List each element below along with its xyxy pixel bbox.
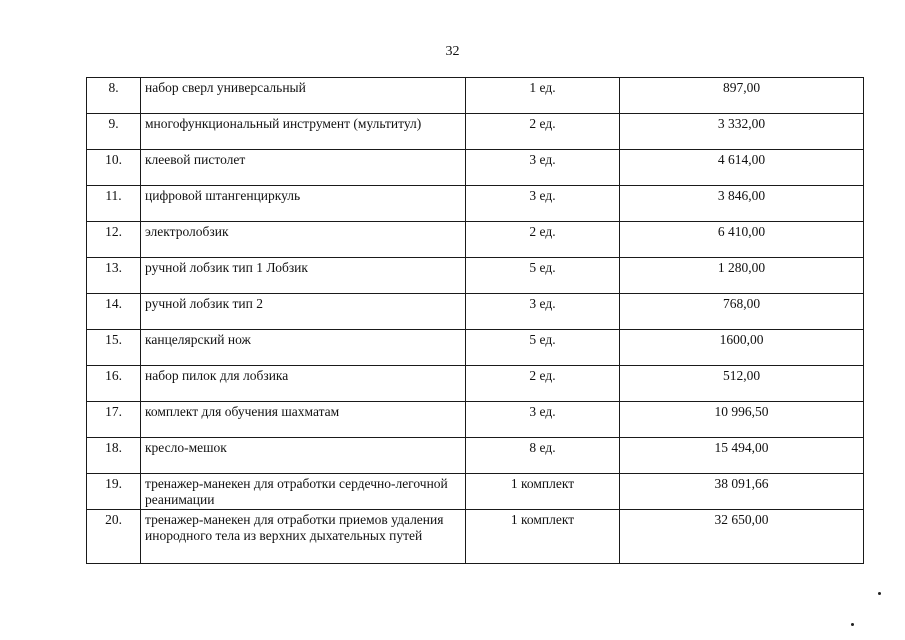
item-price: 15 494,00 [620,438,864,474]
item-quantity: 5 ед. [466,330,620,366]
item-name: многофункциональный инструмент (мультитул) [141,114,466,150]
scan-speck [878,592,881,595]
item-name: набор пилок для лобзика [141,366,466,402]
table-row [87,366,864,402]
item-quantity: 2 ед. [466,114,620,150]
row-number: 18. [87,438,141,474]
item-quantity: 2 ед. [466,366,620,402]
row-number: 16. [87,366,141,402]
item-price: 1600,00 [620,330,864,366]
table-row [87,402,864,438]
item-quantity: 3 ед. [466,402,620,438]
item-price: 3 846,00 [620,186,864,222]
item-price: 10 996,50 [620,402,864,438]
table-row [87,474,864,510]
page-number: 32 [445,44,460,59]
item-name: электролобзик [141,222,466,258]
item-quantity: 5 ед. [466,258,620,294]
item-quantity: 3 ед. [466,186,620,222]
scan-speck [851,623,854,626]
row-number: 13. [87,258,141,294]
item-quantity: 1 ед. [466,78,620,114]
item-price: 32 650,00 [620,510,864,564]
table-row [87,114,864,150]
item-quantity: 1 комплект [466,510,620,564]
item-quantity: 2 ед. [466,222,620,258]
item-price: 512,00 [620,366,864,402]
row-number: 8. [87,78,141,114]
table-row [87,222,864,258]
row-number: 20. [87,510,141,564]
item-price: 4 614,00 [620,150,864,186]
row-number: 11. [87,186,141,222]
row-number: 10. [87,150,141,186]
row-number: 17. [87,402,141,438]
table-row [87,330,864,366]
table-row [87,78,864,114]
item-quantity: 8 ед. [466,438,620,474]
item-quantity: 3 ед. [466,294,620,330]
item-quantity: 3 ед. [466,150,620,186]
item-price: 38 091,66 [620,474,864,510]
row-number: 12. [87,222,141,258]
table-row [87,438,864,474]
item-name: клеевой пистолет [141,150,466,186]
item-name: комплект для обучения шахматам [141,402,466,438]
item-name: ручной лобзик тип 2 [141,294,466,330]
table-row [87,186,864,222]
table-row [87,294,864,330]
equipment-table [86,77,864,564]
item-name: тренажер-манекен для отработки сердечно-легочной реанимации [141,474,466,510]
item-price: 6 410,00 [620,222,864,258]
table-row [87,150,864,186]
item-name: канцелярский нож [141,330,466,366]
item-quantity: 1 комплект [466,474,620,510]
item-name: кресло-мешок [141,438,466,474]
row-number: 14. [87,294,141,330]
item-name: тренажер-манекен для отработки приемов удаления инородного тела из верхних дыхательных путей [141,510,466,564]
item-name: ручной лобзик тип 1 Лобзик [141,258,466,294]
item-price: 768,00 [620,294,864,330]
item-price: 3 332,00 [620,114,864,150]
row-number: 19. [87,474,141,510]
item-name: набор сверл универсальный [141,78,466,114]
row-number: 15. [87,330,141,366]
item-name: цифровой штангенциркуль [141,186,466,222]
row-number: 9. [87,114,141,150]
table-row [87,510,864,564]
item-price: 897,00 [620,78,864,114]
table-row [87,258,864,294]
item-price: 1 280,00 [620,258,864,294]
